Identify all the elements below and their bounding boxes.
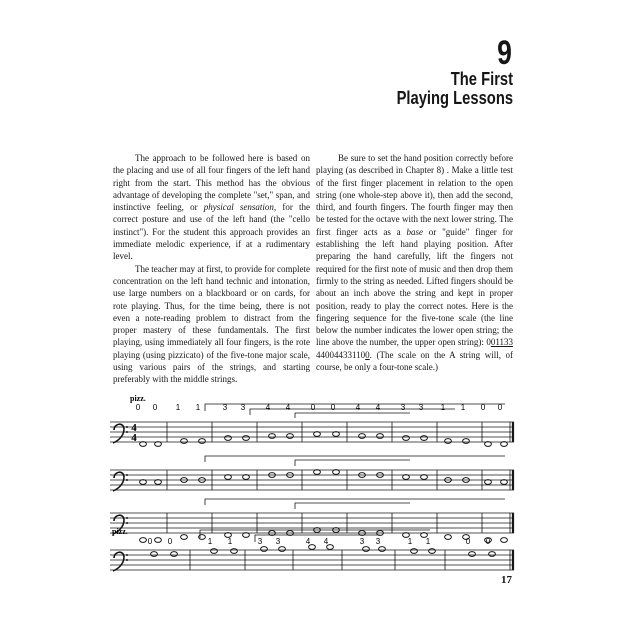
chapter-title-line-1: The First	[450, 69, 513, 89]
notes	[140, 470, 508, 485]
svg-text:0: 0	[152, 403, 158, 412]
fingering-sequence: 001133 440044331100	[316, 337, 513, 360]
svg-text:0: 0	[485, 537, 491, 546]
svg-text:1: 1	[407, 537, 413, 546]
svg-text:4: 4	[131, 432, 137, 444]
svg-text:0: 0	[497, 403, 503, 412]
svg-text:4: 4	[285, 403, 291, 412]
staff-lines	[110, 470, 514, 490]
svg-text:0: 0	[310, 403, 316, 412]
svg-text:0: 0	[135, 403, 141, 412]
right-column	[316, 152, 513, 373]
notes	[151, 545, 496, 557]
pizz-marking: pizz.	[112, 527, 128, 536]
svg-text:3: 3	[222, 403, 228, 412]
svg-text:4: 4	[355, 403, 361, 412]
svg-text:1: 1	[207, 537, 213, 546]
chapter-title-line-2: Playing Lessons	[396, 88, 513, 108]
chapter-number: 9	[497, 34, 512, 72]
svg-text:1: 1	[440, 403, 446, 412]
svg-text:3: 3	[418, 403, 424, 412]
chapter-title	[397, 70, 513, 108]
page-number: 17	[501, 574, 512, 586]
notes	[140, 432, 508, 447]
paragraph: The approach to be followed here is based on the placing and use of all four fingers of the left hand right from the start. This method has the obvious advantage of developing the complete "set," span, and instinctive feeling, or physical sensation, for the correct posture and use of the left hand (the "cello instinct"). For the student this approach provides an immediate melodic experience, if at a rudimentary level.	[113, 153, 310, 262]
paragraph: Be sure to set the hand position correctly before playing (as described in Chapter 8) . Make a little test of the first finger placement in relation to the open string (one whole-step above it), then add the second, third, and fourth fingers. The fourth finger may then be tested for the octave with the next lower string. The first finger acts as a base or "guide" finger for establishing the left hand playing position. After preparing the hand carefully, lift the fingers not required for the first note of music and then drop them firmly to the string as needed. Lifted fingers should be about an inch above the string and kept in proper position, ready to play the correct notes. Here is the fingering sequence for the five-tone scale (the line below the number indicates the lower open string; the line above the number, the upper open string): 001133 440044331100. (The scale on the A string will, of course, be only a four-tone scale.)	[316, 153, 513, 373]
svg-text:3: 3	[257, 537, 263, 546]
svg-text:1: 1	[227, 537, 233, 546]
svg-text:1: 1	[175, 403, 181, 412]
string-bracket	[205, 456, 505, 466]
string-bracket	[205, 499, 505, 509]
svg-text:4: 4	[131, 422, 137, 434]
svg-text:0: 0	[480, 403, 486, 412]
svg-text:3: 3	[375, 537, 381, 546]
svg-text:3: 3	[275, 537, 281, 546]
svg-text:4: 4	[305, 537, 311, 546]
svg-text:3: 3	[400, 403, 406, 412]
time-signature	[131, 422, 137, 444]
music-staff-1	[110, 394, 518, 456]
music-staff-4	[110, 518, 518, 578]
string-bracket	[200, 530, 430, 542]
svg-text:3: 3	[240, 403, 246, 412]
svg-text:1: 1	[460, 403, 466, 412]
svg-text:1: 1	[195, 403, 201, 412]
svg-text:4: 4	[265, 403, 271, 412]
fingering-numbers	[148, 537, 491, 546]
svg-text:0: 0	[465, 537, 471, 546]
svg-text:0: 0	[167, 537, 173, 546]
svg-text:3: 3	[359, 537, 365, 546]
svg-text:0: 0	[330, 403, 336, 412]
svg-text:0: 0	[147, 537, 153, 546]
staff-lines	[110, 422, 514, 442]
svg-text:4: 4	[375, 403, 381, 412]
svg-text:4: 4	[323, 537, 329, 546]
pizz-marking: pizz.	[130, 394, 146, 403]
svg-text:1: 1	[425, 537, 431, 546]
left-column	[113, 152, 310, 386]
paragraph: The teacher may at first, to provide for complete concentration on the left hand technic and intonation, use large numbers on a blackboard or on cards, for rote playing. Thus, for the time being, there is not even a note-reading problem to distract from the proper mastery of these fundamentals. The first playing, using immediately all four fingers, is the rote playing (using pizzicato) of the five-tone major scale, using various pairs of the strings, and starting preferably with the middle strings.	[113, 263, 310, 385]
